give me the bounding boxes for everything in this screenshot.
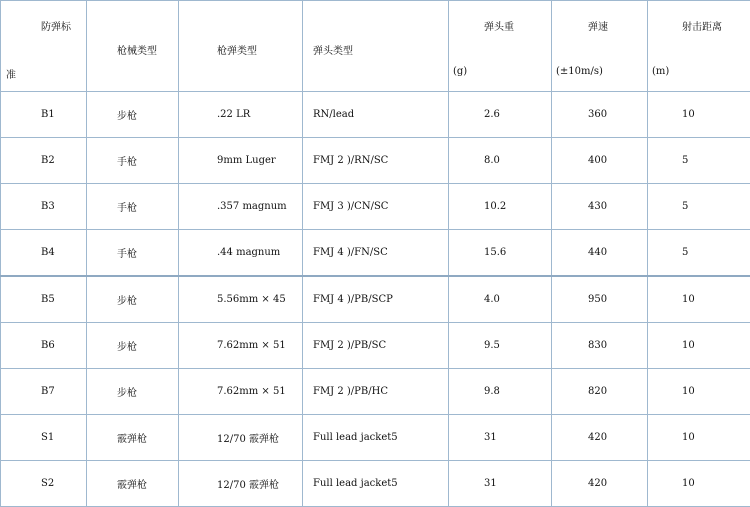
header-velocity-unit: (±10m/s)	[556, 66, 603, 77]
cell-velocity: 360	[552, 92, 648, 138]
cell-weight: 2.6	[449, 92, 552, 138]
cell-bullet: RN/lead	[303, 92, 449, 138]
cell-weight: 9.8	[449, 369, 552, 415]
cell-velocity: 820	[552, 369, 648, 415]
table-row	[1, 415, 750, 461]
cell-range: 10	[648, 415, 750, 461]
cell-ammo: 7.62mm × 51	[179, 323, 303, 369]
cell-velocity: 950	[552, 276, 648, 323]
cell-velocity: 440	[552, 230, 648, 277]
cell-weight: 9.5	[449, 323, 552, 369]
cell-range: 5	[648, 230, 750, 277]
cell-velocity: 400	[552, 138, 648, 184]
header-ammo-type	[179, 1, 303, 92]
cell-velocity: 420	[552, 415, 648, 461]
header-range	[648, 1, 750, 92]
cell-standard: B5	[1, 276, 87, 323]
header-row	[1, 1, 750, 92]
header-velocity	[552, 1, 648, 92]
header-bullet-weight-unit: (g)	[453, 66, 467, 77]
cell-weight: 31	[449, 461, 552, 507]
header-bullet-weight-label: 弹头重	[484, 18, 514, 33]
cell-standard: B7	[1, 369, 87, 415]
cell-bullet: Full lead jacket5	[303, 415, 449, 461]
cell-standard: S2	[1, 461, 87, 507]
cell-ammo: 12/70 霰弹枪	[179, 461, 303, 507]
cell-weight: 31	[449, 415, 552, 461]
cell-firearm: 步枪	[87, 276, 179, 323]
cell-firearm: 手枪	[87, 230, 179, 277]
cell-bullet: FMJ 4 )/PB/SCP	[303, 276, 449, 323]
cell-firearm: 步枪	[87, 92, 179, 138]
table-row	[1, 138, 750, 184]
cell-weight: 8.0	[449, 138, 552, 184]
cell-firearm: 步枪	[87, 369, 179, 415]
header-firearm-type	[87, 1, 179, 92]
table-row	[1, 323, 750, 369]
cell-bullet: FMJ 3 )/CN/SC	[303, 184, 449, 230]
cell-ammo: .357 magnum	[179, 184, 303, 230]
cell-bullet: FMJ 2 )/RN/SC	[303, 138, 449, 184]
cell-range: 10	[648, 461, 750, 507]
cell-standard: B3	[1, 184, 87, 230]
cell-velocity: 420	[552, 461, 648, 507]
cell-standard: B1	[1, 92, 87, 138]
cell-standard: S1	[1, 415, 87, 461]
cell-firearm: 步枪	[87, 323, 179, 369]
header-standard-part1: 防弹标	[41, 18, 71, 33]
cell-bullet: FMJ 4 )/FN/SC	[303, 230, 449, 277]
header-bullet-weight	[449, 1, 552, 92]
cell-weight: 15.6	[449, 230, 552, 277]
header-standard-part2: 准	[6, 66, 16, 81]
cell-ammo: 5.56mm × 45	[179, 276, 303, 323]
table-row	[1, 184, 750, 230]
cell-range: 5	[648, 138, 750, 184]
cell-range: 5	[648, 184, 750, 230]
cell-velocity: 830	[552, 323, 648, 369]
cell-range: 10	[648, 369, 750, 415]
cell-range: 10	[648, 276, 750, 323]
cell-ammo: 9mm Luger	[179, 138, 303, 184]
header-range-unit: (m)	[652, 66, 669, 77]
header-standard	[1, 1, 87, 92]
cell-bullet: Full lead jacket5	[303, 461, 449, 507]
cell-range: 10	[648, 92, 750, 138]
header-ammo-type-label: 枪弹类型	[217, 42, 257, 57]
cell-ammo: .44 magnum	[179, 230, 303, 277]
cell-standard: B4	[1, 230, 87, 277]
cell-ammo: .22 LR	[179, 92, 303, 138]
table-row	[1, 230, 750, 277]
cell-firearm: 霰弹枪	[87, 461, 179, 507]
cell-range: 10	[648, 323, 750, 369]
table-row	[1, 276, 750, 323]
header-bullet-type	[303, 1, 449, 92]
header-firearm-type-label: 枪械类型	[117, 42, 157, 57]
cell-velocity: 430	[552, 184, 648, 230]
cell-standard: B6	[1, 323, 87, 369]
cell-bullet: FMJ 2 )/PB/HC	[303, 369, 449, 415]
header-velocity-label: 弹速	[588, 18, 608, 33]
cell-weight: 4.0	[449, 276, 552, 323]
table-row	[1, 92, 750, 138]
cell-ammo: 7.62mm × 51	[179, 369, 303, 415]
table-row	[1, 369, 750, 415]
cell-firearm: 霰弹枪	[87, 415, 179, 461]
cell-firearm: 手枪	[87, 184, 179, 230]
cell-bullet: FMJ 2 )/PB/SC	[303, 323, 449, 369]
cell-weight: 10.2	[449, 184, 552, 230]
cell-ammo: 12/70 霰弹枪	[179, 415, 303, 461]
cell-standard: B2	[1, 138, 87, 184]
header-range-label: 射击距离	[682, 18, 722, 33]
cell-firearm: 手枪	[87, 138, 179, 184]
table-row	[1, 461, 750, 507]
header-bullet-type-label: 弹头类型	[313, 42, 353, 57]
